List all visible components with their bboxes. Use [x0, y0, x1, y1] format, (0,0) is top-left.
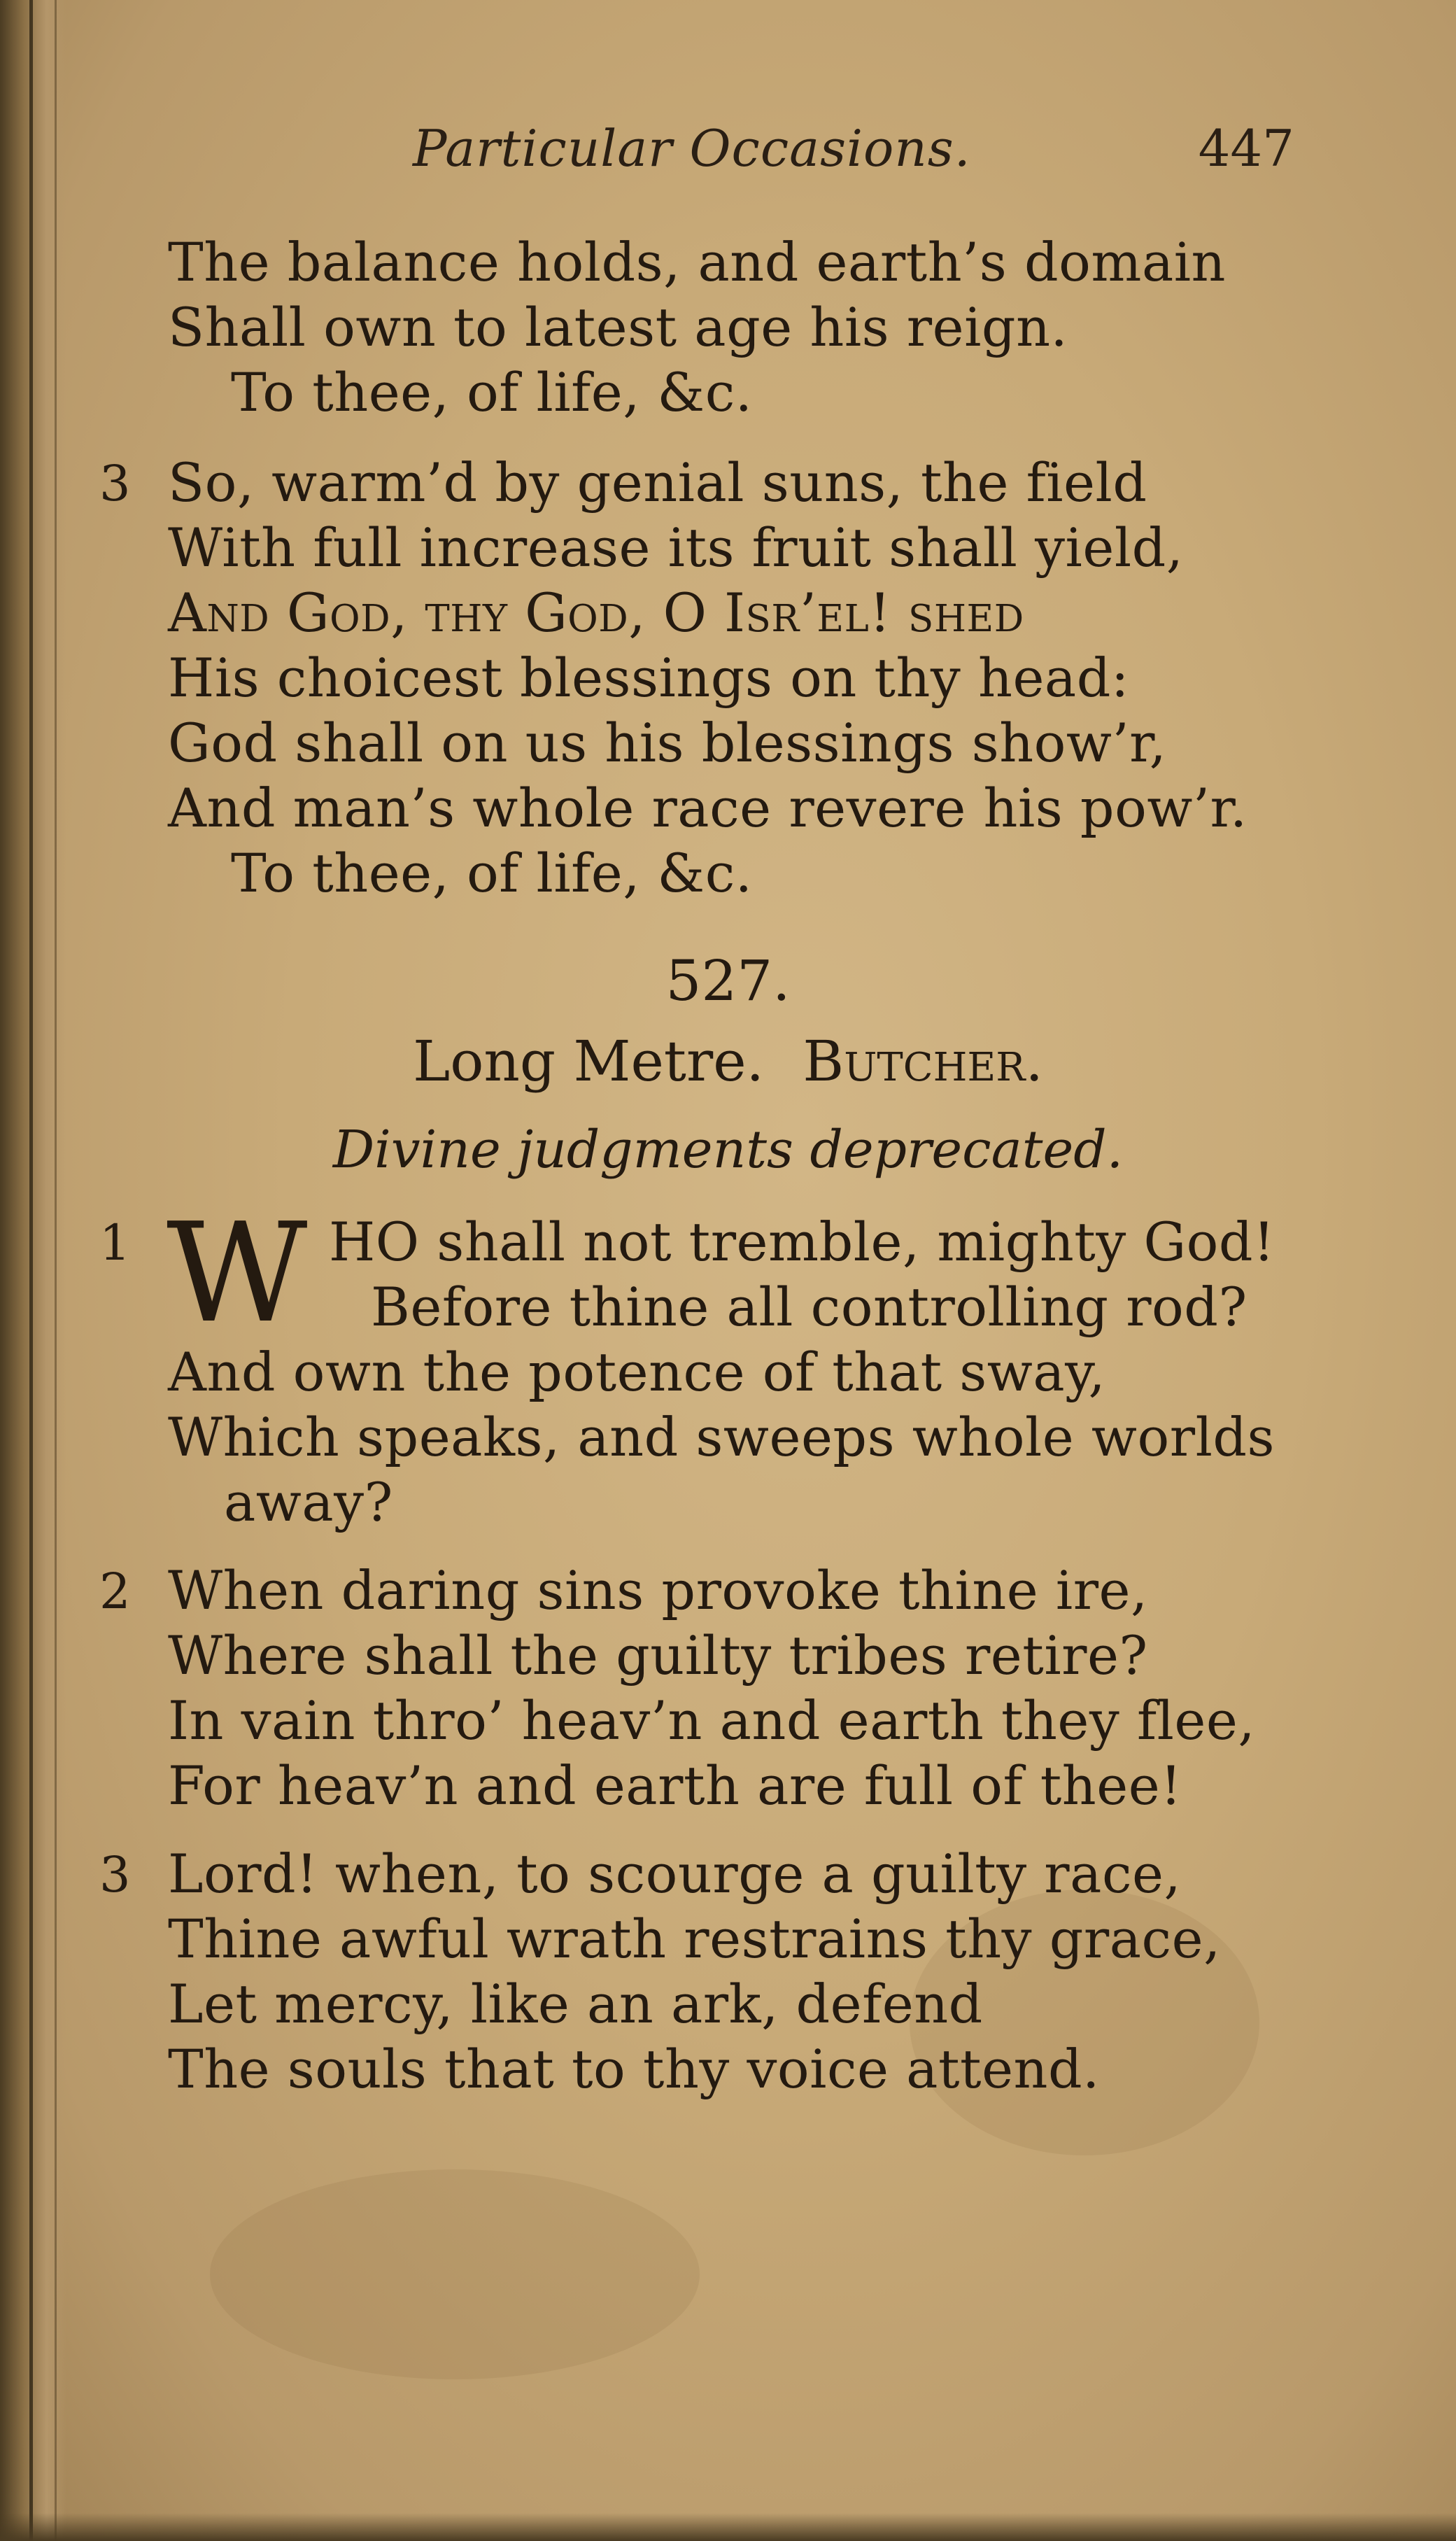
running-title: Particular Occasions. — [413, 119, 971, 178]
page-number: 447 — [1198, 119, 1294, 178]
verse-line: away? — [224, 1471, 393, 1533]
verse-line: With full increase its fruit shall yield, — [168, 516, 1184, 579]
refrain-line: To thee, of life, &c. — [231, 361, 753, 423]
verse-line: In vain thro’ heav’n and earth they flee, — [168, 1689, 1256, 1752]
verse-line: Where shall the guilty tribes retire? — [168, 1624, 1148, 1687]
verse-line: Which speaks, and sweeps whole worlds — [168, 1406, 1275, 1468]
hymn-author: Butcher. — [803, 1029, 1043, 1094]
verse-line: His choicest blessings on thy head: — [168, 647, 1129, 709]
gutter-line-inner — [55, 0, 57, 2541]
verse-line: God shall on us his blessings show’r, — [168, 712, 1167, 774]
verse-line: So, warm’d by genial suns, the field — [168, 451, 1147, 514]
refrain-line: To thee, of life, &c. — [231, 842, 753, 904]
verse-line: The souls that to thy voice attend. — [168, 2038, 1100, 2100]
paper-stain — [210, 2169, 700, 2379]
gutter-line — [29, 0, 33, 2541]
stanza-number: 3 — [99, 1846, 131, 1903]
verse-line: HO shall not tremble, mighty God! — [329, 1211, 1275, 1273]
verse-line: Let mercy, like an ark, defend — [168, 1973, 983, 2035]
verse-line: Before thine all controlling rod? — [371, 1276, 1248, 1338]
verse-line: Lord! when, to scourge a guilty race, — [168, 1843, 1182, 1905]
verse-line: And man’s whole race revere his pow’r. — [168, 777, 1248, 839]
page-bottom-edge — [0, 2513, 1456, 2541]
running-head — [413, 119, 1294, 189]
verse-line: And God, thy God, O Isr’el! shed — [168, 582, 1024, 644]
verse-line: Thine awful wrath restrains thy grace, — [168, 1908, 1221, 1970]
verse-line: For heav’n and earth are full of thee! — [168, 1754, 1182, 1817]
stanza-number: 3 — [99, 455, 131, 512]
drop-cap: W — [167, 1194, 308, 1353]
hymn-meter-line — [0, 1029, 1456, 1094]
stanza-number: 2 — [99, 1563, 131, 1620]
hymn-subject: Divine judgments deprecated. — [332, 1120, 1124, 1180]
verse-line: And own the potence of that sway, — [168, 1341, 1106, 1403]
verse-line: Shall own to latest age his reign. — [168, 296, 1068, 358]
verse-line: The balance holds, and earth’s domain — [168, 231, 1227, 293]
hymn-number: 527. — [665, 948, 791, 1013]
hymn-meter: Long Metre. — [413, 1029, 764, 1094]
verse-line: When daring sins provoke thine ire, — [168, 1559, 1148, 1621]
stanza-number: 1 — [99, 1214, 131, 1272]
